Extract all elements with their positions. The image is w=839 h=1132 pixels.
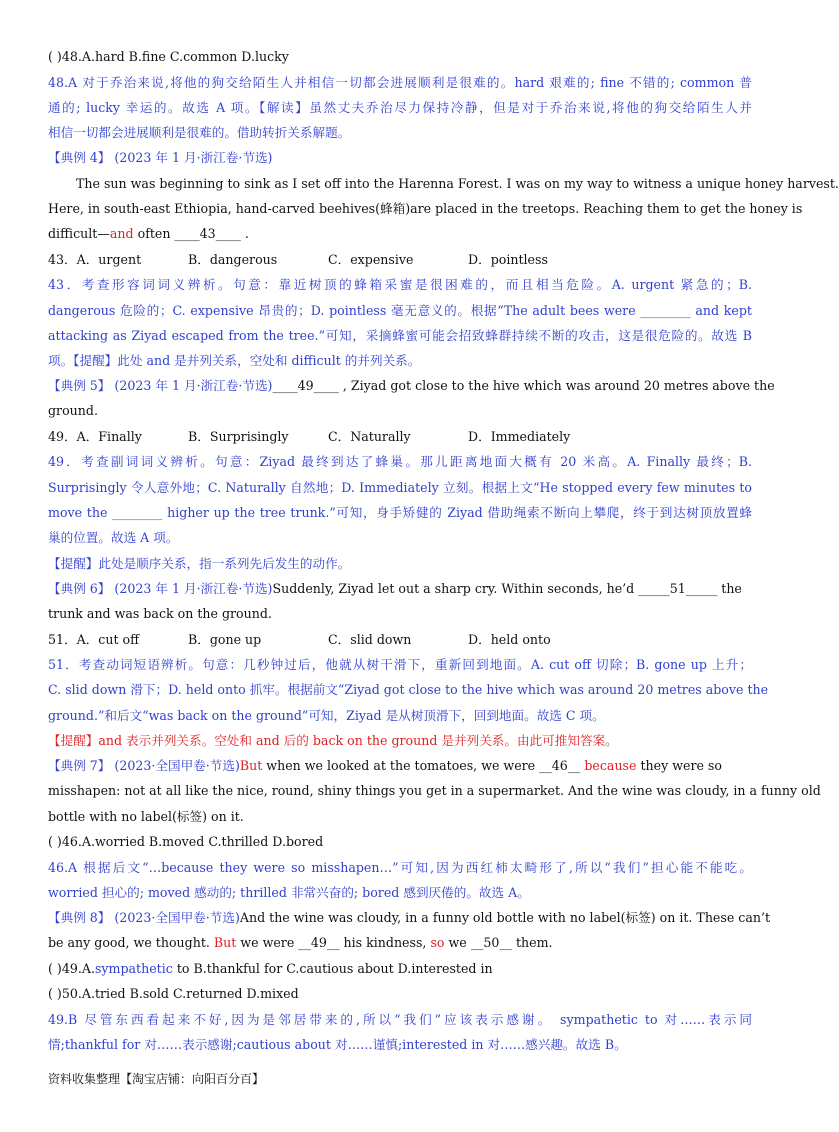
answer-51-line3: ground.”和后文“was back on the ground”可知，Ziyad 是从树顶滑下，回到地面。故选 C 项。 [48,708,605,723]
answer-51-line1: 51．考查动词短语辨析。句意：几秒钟过后，他就从树干滑下，重新回到地面。A. cut off 切除；B. gone up 上升； [48,657,752,672]
passage-line: ground. [48,403,98,418]
passage-line: bottle with no label(标签) on it. [48,809,244,824]
question-48-options: ( )48.A.hard B.fine C.common D.lucky [48,49,289,64]
question-50-options: ( )50.A.tried B.sold C.returned D.mixed [48,986,299,1001]
example-6-header: 【典例 6】 (2023 年 1 月·浙江卷·节选)Suddenly, Ziyad let out a sharp cry. Within seconds, he’d _____51_____ the [48,581,742,596]
passage-line: trunk and was back on the ground. [48,606,272,621]
blank-43: ____43____ [174,226,241,241]
example-tag: 【典例 6】 [48,581,111,596]
example-7-header: 【典例 7】 (2023·全国甲卷·节选)But when we looked at the tomatoes, we were __46__ because they were so [48,758,722,773]
question-43-options: 43．A．urgent B．dangerous C．expensive D．pointless [48,252,548,267]
answer-49b-line1: 49.B 尽管东西看起来不好,因为是邻居带来的,所以“我们”应该表示感谢。 sympathetic to 对……表示同 [48,1012,752,1027]
question-51-options: 51．A．cut off B．gone up C．slid down D．held onto [48,632,551,647]
answer-48-line3: 相信一切都会进展顺利是很难的。借助转折关系解题。 [48,125,351,140]
highlight-and: and [109,226,134,241]
answer-46-line2: worried 担心的; moved 感动的; thrilled 非常兴奋的; bored 感到厌倦的。故选 A。 [48,885,530,900]
blank-49: ____49____ [272,378,339,393]
example-tag: 【典例 8】 [48,910,111,925]
example-tag: 【典例 7】 [48,758,111,773]
answer-49b-line2: 情;thankful for 对……表示感谢;cautious about 对……谨慎;interested in 对……感兴趣。故选 B。 [48,1037,627,1052]
example-tag: 【典例 4】 [48,150,111,165]
tip-49: 【提醒】此处是顺序关系，指一系列先后发生的动作。 [48,556,351,571]
passage-line: difficult—and often ____43____ . [48,226,249,241]
answer-46-line1: 46.A 根据后文“…because they were so misshapen…”可知,因为西红柿太畸形了,所以“我们”担心能不能吃。 [48,860,752,875]
answer-48-line2: 通的; lucky 幸运的。故选 A 项。【解读】虽然丈夫乔治尽力保持冷静，但是对于乔治来说,将他的狗交给陌生人并 [48,100,752,115]
answer-49-line1: 49．考查副词词义辨析。句意：Ziyad 最终到达了蜂巢。那儿距离地面大概有 20 米高。A. Finally 最终；B. [48,454,752,469]
example-source: (2023 年 1 月·浙江卷·节选) [110,378,273,393]
blank-51: _____51_____ [638,581,718,596]
question-49b-options: ( )49.A.sympathetic to B.thankful for C.cautious about D.interested in [48,961,493,976]
example-source: (2023 年 1 月·浙江卷·节选) [110,581,273,596]
passage-line: be any good, we thought. But we were __49__ his kindness, so we __50__ them. [48,935,553,950]
passage-line: The sun was beginning to sink as I set off into the Harenna Forest. I was on my way to witness a unique honey harvest. [76,176,839,191]
example-tag: 【典例 5】 [48,378,111,393]
answer-43-line3: attacking as Ziyad escaped from the tree.”可知，采摘蜂蜜可能会招致蜂群持续不断的攻击，这是很危险的。故选 B [48,328,752,343]
tip-51: 【提醒】and 表示并列关系。空处和 and 后的 back on the ground 是并列关系。由此可推知答案。 [48,733,618,748]
passage-line: Here, in south-east Ethiopia, hand-carved beehives(蜂箱)are placed in the treetops. Reaching them to get the honey is [48,201,803,216]
passage-line: misshapen: not at all like the nice, round, shiny things you get in a supermarket. And the wine was cloudy, in a funny old [48,783,821,798]
example-source: (2023·全国甲卷·节选) [110,758,240,773]
example-source: (2023 年 1 月·浙江卷·节选) [110,150,273,165]
example-5-header: 【典例 5】 (2023 年 1 月·浙江卷·节选)____49____ , Ziyad got close to the hive which was around 20 metres above the [48,378,775,393]
answer-43-line2: dangerous 危险的；C. expensive 昂贵的；D. pointless 毫无意义的。根据“The adult bees were ________ and kept [48,303,752,318]
blank-50: __50__ [470,935,512,950]
example-source: (2023·全国甲卷·节选) [110,910,240,925]
answer-48-line1: 48.A 对于乔治来说,将他的狗交给陌生人并相信一切都会进展顺利是很难的。hard 艰难的; fine 不错的; common 普 [48,75,752,90]
example-4-header [48,149,752,167]
answer-49-line2: Surprisingly 令人意外地；C. Naturally 自然地；D. Immediately 立刻。根据上文“He stopped every few minutes to [48,480,752,495]
answer-49-line3: move the ________ higher up the tree trunk.”可知，身手矫健的 Ziyad 借助绳索不断向上攀爬，终于到达树顶放置蜂 [48,505,752,520]
question-49-options: 49．A．Finally B．Surprisingly C．Naturally D．Immediately [48,429,571,444]
answer-51-line2: C. slid down 滑下；D. held onto 抓牢。根据前文“Ziyad got close to the hive which was around 20 metres above the [48,682,769,697]
blank-46: __46__ [539,758,581,773]
answer-43-line1: 43．考查形容词词义辨析。句意：靠近树顶的蜂箱采蜜是很困难的，而且相当危险。A. urgent 紧急的；B. [48,277,752,292]
question-46-options: ( )46.A.worried B.moved C.thrilled D.bored [48,834,324,849]
blank-49b: __49__ [298,935,340,950]
page-footer: 资料收集整理【淘宝店铺：向阳百分百】 [48,1072,265,1086]
example-8-header: 【典例 8】 (2023·全国甲卷·节选)And the wine was cloudy, in a funny old bottle with no label(标签) on it. These can’t [48,910,771,925]
answer-43-line4: 项。【提醒】此处 and 是并列关系，空处和 difficult 的并列关系。 [48,353,421,368]
answer-49-line4: 巢的位置。故选 A 项。 [48,530,179,545]
